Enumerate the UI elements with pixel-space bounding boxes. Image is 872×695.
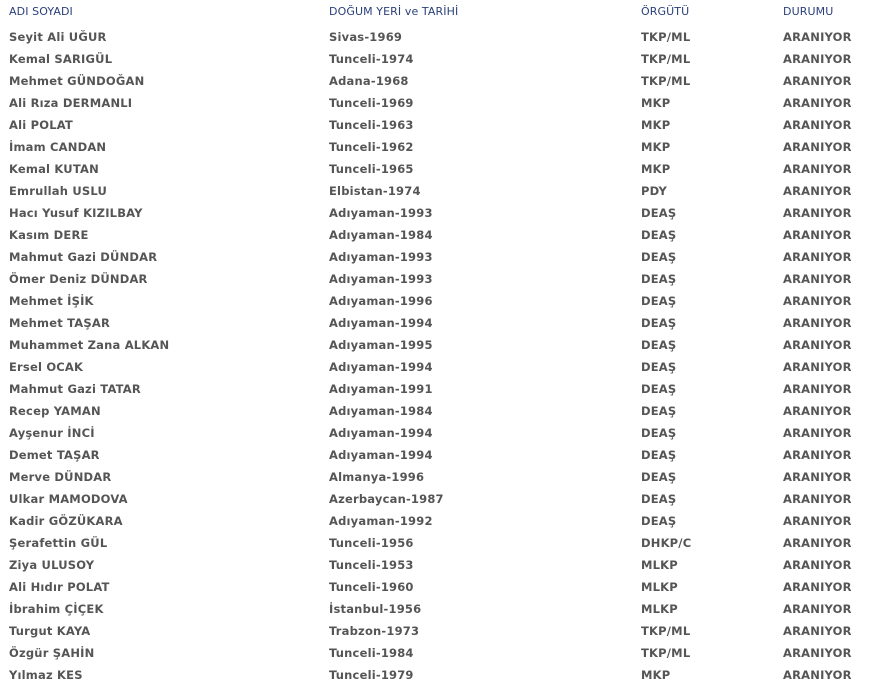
- name-cell: İbrahim ÇİÇEK: [9, 602, 104, 616]
- status-cell: ARANIYOR: [783, 74, 852, 88]
- table-row: [0, 247, 872, 269]
- organization-cell: MLKP: [641, 580, 678, 594]
- status-cell: ARANIYOR: [783, 294, 852, 308]
- status-cell: ARANIYOR: [783, 338, 852, 352]
- organization-cell: DEAŞ: [641, 492, 677, 506]
- header-birthplace-date: DOĞUM YERİ ve TARİHİ: [329, 5, 459, 18]
- table-row: [0, 159, 872, 181]
- birthplace-date-cell: Adıyaman-1984: [329, 228, 433, 242]
- organization-cell: DEAŞ: [641, 294, 677, 308]
- status-cell: ARANIYOR: [783, 602, 852, 616]
- birthplace-date-cell: Adıyaman-1995: [329, 338, 433, 352]
- organization-cell: MKP: [641, 96, 671, 110]
- status-cell: ARANIYOR: [783, 228, 852, 242]
- header-organization: ÖRGÜTÜ: [641, 5, 690, 18]
- status-cell: ARANIYOR: [783, 206, 852, 220]
- birthplace-date-cell: Adıyaman-1996: [329, 294, 433, 308]
- birthplace-date-cell: Trabzon-1973: [329, 624, 420, 638]
- status-cell: ARANIYOR: [783, 470, 852, 484]
- name-cell: Ali Rıza DERMANLI: [9, 96, 133, 110]
- birthplace-date-cell: Adıyaman-1993: [329, 206, 433, 220]
- status-cell: ARANIYOR: [783, 30, 852, 44]
- status-cell: ARANIYOR: [783, 536, 852, 550]
- organization-cell: MLKP: [641, 602, 678, 616]
- table-row: [0, 577, 872, 599]
- header-name: ADI SOYADI: [9, 5, 73, 18]
- organization-cell: DEAŞ: [641, 404, 677, 418]
- name-cell: Demet TAŞAR: [9, 448, 100, 462]
- name-cell: Ziya ULUSOY: [9, 558, 95, 572]
- status-cell: ARANIYOR: [783, 162, 852, 176]
- organization-cell: DEAŞ: [641, 514, 677, 528]
- status-cell: ARANIYOR: [783, 668, 852, 682]
- organization-cell: DEAŞ: [641, 426, 677, 440]
- table-row: [0, 291, 872, 313]
- organization-cell: DHKP/C: [641, 536, 692, 550]
- table-row: [0, 71, 872, 93]
- table-row: [0, 27, 872, 49]
- table-row: [0, 467, 872, 489]
- name-cell: Seyit Ali UĞUR: [9, 30, 107, 44]
- organization-cell: TKP/ML: [641, 30, 691, 44]
- birthplace-date-cell: Tunceli-1984: [329, 646, 414, 660]
- organization-cell: TKP/ML: [641, 52, 691, 66]
- name-cell: Muhammet Zana ALKAN: [9, 338, 170, 352]
- table-header-row: [0, 0, 872, 22]
- name-cell: Ulkar MAMODOVA: [9, 492, 128, 506]
- table-row: [0, 137, 872, 159]
- table-row: [0, 379, 872, 401]
- status-cell: ARANIYOR: [783, 316, 852, 330]
- name-cell: Turgut KAYA: [9, 624, 91, 638]
- organization-cell: DEAŞ: [641, 272, 677, 286]
- birthplace-date-cell: Adıyaman-1992: [329, 514, 433, 528]
- birthplace-date-cell: Azerbaycan-1987: [329, 492, 444, 506]
- birthplace-date-cell: Tunceli-1953: [329, 558, 414, 572]
- table-row: [0, 269, 872, 291]
- birthplace-date-cell: Adıyaman-1991: [329, 382, 433, 396]
- status-cell: ARANIYOR: [783, 624, 852, 638]
- table-row: [0, 203, 872, 225]
- name-cell: Ali POLAT: [9, 118, 73, 132]
- name-cell: Mahmut Gazi DÜNDAR: [9, 250, 158, 264]
- name-cell: Ömer Deniz DÜNDAR: [9, 272, 148, 286]
- organization-cell: MKP: [641, 668, 671, 682]
- birthplace-date-cell: Tunceli-1960: [329, 580, 414, 594]
- name-cell: Ayşenur İNCİ: [9, 426, 95, 440]
- name-cell: Mehmet İŞİK: [9, 294, 94, 308]
- table-row: [0, 115, 872, 137]
- name-cell: Kadir GÖZÜKARA: [9, 514, 123, 528]
- birthplace-date-cell: Almanya-1996: [329, 470, 425, 484]
- table-row: [0, 621, 872, 643]
- name-cell: Mahmut Gazi TATAR: [9, 382, 141, 396]
- organization-cell: TKP/ML: [641, 646, 691, 660]
- organization-cell: DEAŞ: [641, 206, 677, 220]
- name-cell: Şerafettin GÜL: [9, 536, 108, 550]
- status-cell: ARANIYOR: [783, 250, 852, 264]
- organization-cell: TKP/ML: [641, 624, 691, 638]
- table-row: [0, 313, 872, 335]
- status-cell: ARANIYOR: [783, 448, 852, 462]
- organization-cell: MKP: [641, 162, 671, 176]
- name-cell: İmam CANDAN: [9, 140, 107, 154]
- organization-cell: MKP: [641, 140, 671, 154]
- name-cell: Mehmet TAŞAR: [9, 316, 111, 330]
- organization-cell: DEAŞ: [641, 316, 677, 330]
- status-cell: ARANIYOR: [783, 96, 852, 110]
- table-row: [0, 511, 872, 533]
- status-cell: ARANIYOR: [783, 184, 852, 198]
- status-cell: ARANIYOR: [783, 558, 852, 572]
- birthplace-date-cell: Adıyaman-1993: [329, 272, 433, 286]
- name-cell: Kemal SARIGÜL: [9, 52, 113, 66]
- organization-cell: TKP/ML: [641, 74, 691, 88]
- birthplace-date-cell: Adıyaman-1994: [329, 360, 433, 374]
- organization-cell: DEAŞ: [641, 382, 677, 396]
- table-row: [0, 423, 872, 445]
- name-cell: Hacı Yusuf KIZILBAY: [9, 206, 143, 220]
- status-cell: ARANIYOR: [783, 646, 852, 660]
- table-row: [0, 445, 872, 467]
- birthplace-date-cell: Elbistan-1974: [329, 184, 421, 198]
- name-cell: Özgür ŞAHİN: [9, 646, 95, 660]
- name-cell: Mehmet GÜNDOĞAN: [9, 74, 145, 88]
- header-status: DURUMU: [783, 5, 834, 18]
- status-cell: ARANIYOR: [783, 580, 852, 594]
- table-row: [0, 599, 872, 621]
- name-cell: Kemal KUTAN: [9, 162, 99, 176]
- status-cell: ARANIYOR: [783, 492, 852, 506]
- birthplace-date-cell: Adana-1968: [329, 74, 409, 88]
- status-cell: ARANIYOR: [783, 514, 852, 528]
- organization-cell: DEAŞ: [641, 250, 677, 264]
- organization-cell: PDY: [641, 184, 668, 198]
- birthplace-date-cell: Tunceli-1969: [329, 96, 414, 110]
- birthplace-date-cell: Adıyaman-1984: [329, 404, 433, 418]
- table-row: [0, 665, 872, 687]
- birthplace-date-cell: İstanbul-1956: [329, 602, 422, 616]
- name-cell: Emrullah USLU: [9, 184, 108, 198]
- table-body: [0, 27, 872, 687]
- status-cell: ARANIYOR: [783, 404, 852, 418]
- status-cell: ARANIYOR: [783, 272, 852, 286]
- organization-cell: DEAŞ: [641, 470, 677, 484]
- name-cell: Kasım DERE: [9, 228, 89, 242]
- organization-cell: DEAŞ: [641, 228, 677, 242]
- table-row: [0, 555, 872, 577]
- status-cell: ARANIYOR: [783, 360, 852, 374]
- birthplace-date-cell: Tunceli-1965: [329, 162, 414, 176]
- birthplace-date-cell: Sivas-1969: [329, 30, 403, 44]
- organization-cell: DEAŞ: [641, 360, 677, 374]
- table-row: [0, 335, 872, 357]
- table-row: [0, 93, 872, 115]
- status-cell: ARANIYOR: [783, 140, 852, 154]
- table-row: [0, 49, 872, 71]
- birthplace-date-cell: Adıyaman-1994: [329, 426, 433, 440]
- name-cell: Recep YAMAN: [9, 404, 101, 418]
- name-cell: Ali Hıdır POLAT: [9, 580, 110, 594]
- organization-cell: MLKP: [641, 558, 678, 572]
- organization-cell: DEAŞ: [641, 338, 677, 352]
- organization-cell: DEAŞ: [641, 448, 677, 462]
- name-cell: Ersel OCAK: [9, 360, 84, 374]
- name-cell: Yılmaz KES: [9, 668, 83, 682]
- birthplace-date-cell: Tunceli-1963: [329, 118, 414, 132]
- status-cell: ARANIYOR: [783, 52, 852, 66]
- birthplace-date-cell: Adıyaman-1993: [329, 250, 433, 264]
- table-row: [0, 357, 872, 379]
- table-row: [0, 533, 872, 555]
- name-cell: Merve DÜNDAR: [9, 470, 112, 484]
- status-cell: ARANIYOR: [783, 118, 852, 132]
- table-row: [0, 181, 872, 203]
- table-row: [0, 225, 872, 247]
- status-cell: ARANIYOR: [783, 382, 852, 396]
- birthplace-date-cell: Adıyaman-1994: [329, 316, 433, 330]
- birthplace-date-cell: Tunceli-1956: [329, 536, 414, 550]
- status-cell: ARANIYOR: [783, 426, 852, 440]
- table-row: [0, 489, 872, 511]
- organization-cell: MKP: [641, 118, 671, 132]
- table-row: [0, 643, 872, 665]
- table-row: [0, 401, 872, 423]
- birthplace-date-cell: Tunceli-1962: [329, 140, 414, 154]
- birthplace-date-cell: Tunceli-1979: [329, 668, 414, 682]
- birthplace-date-cell: Tunceli-1974: [329, 52, 414, 66]
- birthplace-date-cell: Adıyaman-1994: [329, 448, 433, 462]
